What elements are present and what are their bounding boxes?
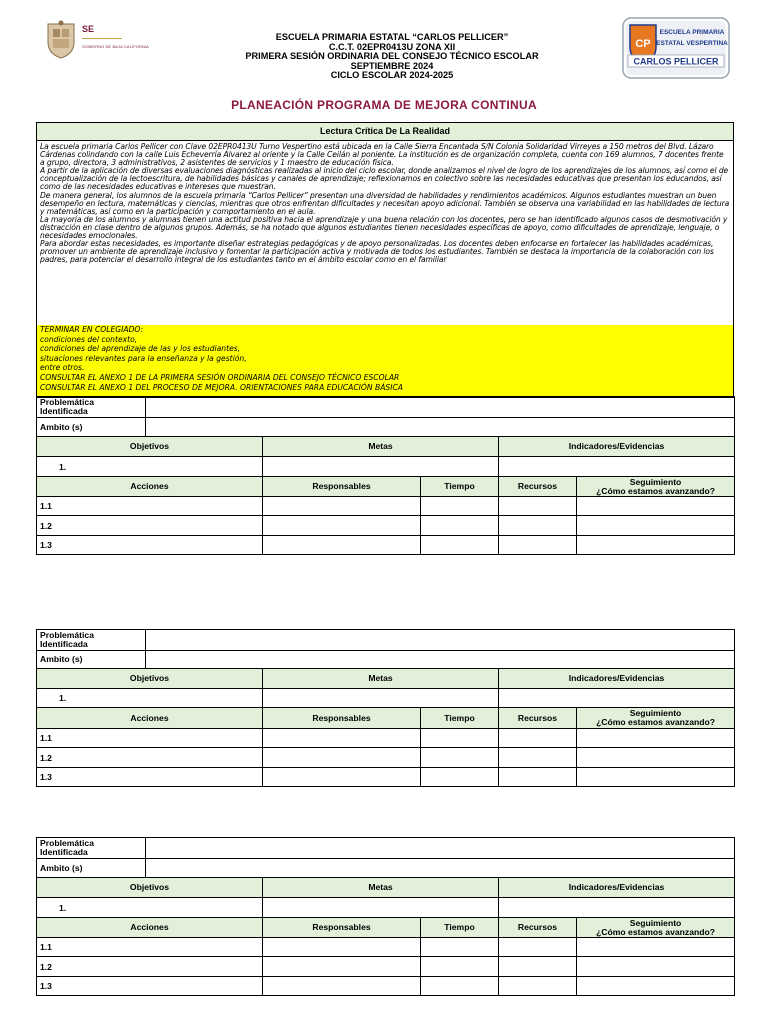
recursos-cell[interactable]: [499, 768, 577, 787]
school-name: ESCUELA PRIMARIA ESTATAL “CARLOS PELLICER”: [275, 32, 509, 42]
indicadores-header: Indicadores/Evidencias: [499, 437, 735, 457]
tiempo-header: Tiempo: [421, 918, 499, 938]
logo-name: CARLOS PELLICER: [633, 56, 719, 67]
school-cycle: CICLO ESCOLAR 2024-2025: [330, 70, 454, 81]
lectura-critica-box: [36, 122, 734, 398]
problematica-input[interactable]: [146, 838, 735, 859]
ambito-label: Ambito (s): [37, 418, 146, 437]
seguimiento-cell[interactable]: [577, 957, 735, 977]
school-badge-icon: [622, 17, 730, 79]
seguimiento-cell[interactable]: [577, 497, 735, 516]
problematica-label: Problemática Identificada: [37, 630, 146, 651]
recursos-cell[interactable]: [499, 977, 577, 996]
coat-of-arms-icon: [44, 20, 78, 60]
objetivos-header: Objetivos: [37, 669, 263, 689]
recursos-cell[interactable]: [499, 536, 577, 555]
seguimiento-cell[interactable]: [577, 748, 735, 768]
government-logo: [44, 20, 164, 64]
indicadores-header: Indicadores/Evidencias: [499, 669, 735, 689]
seguimiento-cell[interactable]: [577, 536, 735, 555]
seguimiento-cell[interactable]: [577, 768, 735, 787]
problematica-input[interactable]: [146, 397, 735, 418]
responsables-cell[interactable]: [263, 497, 421, 516]
lectura-paragraph: Para abordar estas necesidades, es importante diseñar estrategias pedagógicas y de apoyo personalizadas. Los docentes deben enfocarse en fortalecer las habilidades académicas, promover un ambiente de aprendizaje inclusivo y fomentar la participación activa y motivada de todos los estudiantes. También se destaca la importancia de la colaboración con los padres, para potenciar el desarrollo integral de los estudiantes tanto en el ámbito escolar como en el familiar: [40, 239, 714, 265]
indicadores-header: Indicadores/Evidencias: [499, 878, 735, 898]
recursos-cell[interactable]: [499, 938, 577, 957]
action-row-label[interactable]: 1.1: [37, 729, 263, 748]
responsables-cell[interactable]: [263, 516, 421, 536]
responsables-cell[interactable]: [263, 768, 421, 787]
seguimiento-label: Seguimiento: [629, 917, 682, 928]
highlight-line: condiciones del contexto,: [40, 334, 138, 344]
action-row-label[interactable]: 1.3: [37, 536, 263, 555]
problematica-input[interactable]: [146, 630, 735, 651]
seguimiento-header: [577, 708, 735, 729]
seguimiento-header: [577, 918, 735, 938]
responsables-cell[interactable]: [263, 536, 421, 555]
page-title: PLANEACIÓN PROGRAMA DE MEJORA CONTINUA: [231, 98, 537, 112]
highlighted-instructions: [37, 325, 733, 397]
objective-cell[interactable]: 1.: [37, 689, 263, 708]
lectura-critica-heading: Lectura Crítica De La Realidad: [37, 123, 733, 141]
action-row-label[interactable]: 1.1: [37, 497, 263, 516]
metas-header: Metas: [263, 669, 499, 689]
action-row-label[interactable]: 1.2: [37, 957, 263, 977]
meta-cell[interactable]: [263, 457, 499, 477]
lectura-paragraph: La mayoría de los alumnos y alumnas tienen una actitud positiva hacia el aprendizaje y una buena relación con los docentes, pero se han identificado algunos casos de desmotivación y distracción en clase dentro de algunos grupos. Además, se ha notado que algunos estudiantes tienen necesidades específicas de apoyo, como dificultades de aprendizaje, lenguaje, o necesidades emocionales.: [40, 214, 728, 241]
indicador-cell[interactable]: [499, 898, 735, 918]
lectura-paragraph: La escuela primaria Carlos Pellicer con Clave 02EPR0413U Turno Vespertino está ubicada en la Calle Sierra Encantada S/N Colonia Solidaridad Virreyes a 150 metros del Blvd. Lázaro Cárdenas colindando con la calle Luis Echeverría Álvarez al oriente y la Calle Ceilán al poniente. La institución es de organización completa, cuenta con 169 alumnos, 7 docentes frente a grupo, directora, 3 administrativos, 2 asistentes de servicios y 1 maestro de educación física.: [40, 142, 724, 168]
highlight-line: entre otros.: [40, 363, 85, 373]
responsables-cell[interactable]: [263, 748, 421, 768]
objective-cell[interactable]: 1.: [37, 898, 263, 918]
seguimiento-question: ¿Cómo estamos avanzando?: [596, 485, 715, 496]
recursos-header: Recursos: [499, 708, 577, 729]
plan-table-3: [36, 837, 735, 996]
highlight-line: CONSULTAR EL ANEXO 1 DE LA PRIMERA SESIÓN ORDINARIA DEL CONSEJO TÉCNICO ESCOLAR: [40, 372, 400, 382]
tiempo-cell[interactable]: [421, 497, 499, 516]
objetivos-header: Objetivos: [37, 437, 263, 457]
action-row-label[interactable]: 1.3: [37, 768, 263, 787]
action-row-label[interactable]: 1.2: [37, 516, 263, 536]
metas-header: Metas: [263, 878, 499, 898]
responsables-header: Responsables: [263, 477, 421, 497]
session-month: SEPTIEMBRE 2024: [350, 60, 434, 71]
ambito-input[interactable]: [146, 859, 735, 878]
tiempo-cell[interactable]: [421, 977, 499, 996]
indicador-cell[interactable]: [499, 457, 735, 477]
ambito-input[interactable]: [146, 651, 735, 669]
highlight-line: TERMINAR EN COLEGIADO:: [40, 325, 144, 334]
action-row-label[interactable]: 1.2: [37, 748, 263, 768]
recursos-cell[interactable]: [499, 957, 577, 977]
tiempo-cell[interactable]: [421, 516, 499, 536]
logo-initials: CP: [635, 38, 651, 50]
lectura-critica-text[interactable]: [37, 141, 733, 325]
ambito-label: Ambito (s): [37, 651, 146, 669]
meta-cell[interactable]: [263, 689, 499, 708]
ambito-input[interactable]: [146, 418, 735, 437]
responsables-cell[interactable]: [263, 938, 421, 957]
acciones-header: Acciones: [37, 918, 263, 938]
seguimiento-question: ¿Cómo estamos avanzando?: [596, 926, 715, 937]
responsables-cell[interactable]: [263, 977, 421, 996]
objective-cell[interactable]: 1.: [37, 457, 263, 477]
tiempo-cell[interactable]: [421, 536, 499, 555]
highlight-line: condiciones del aprendizaje de las y los estudiantes,: [40, 344, 241, 354]
seguimiento-label: Seguimiento: [629, 476, 682, 487]
recursos-cell[interactable]: [499, 516, 577, 536]
plan-table-1: [36, 396, 735, 555]
recursos-cell[interactable]: [499, 748, 577, 768]
plan-table-2: [36, 629, 735, 787]
seguimiento-cell[interactable]: [577, 516, 735, 536]
meta-cell[interactable]: [263, 898, 499, 918]
metas-header: Metas: [263, 437, 499, 457]
logo-line1: ESCUELA PRIMARIA: [659, 29, 725, 36]
school-title-block: [200, 33, 584, 81]
seguimiento-question: ¿Cómo estamos avanzando?: [596, 717, 715, 727]
highlight-line: situaciones relevantes para la enseñanza y la gestión,: [40, 353, 247, 363]
tiempo-cell[interactable]: [421, 768, 499, 787]
tiempo-header: Tiempo: [421, 477, 499, 497]
tiempo-cell[interactable]: [421, 938, 499, 957]
session-name: PRIMERA SESIÓN ORDINARIA DEL CONSEJO TÉCNICO ESCOLAR: [245, 51, 539, 62]
highlight-line: CONSULTAR EL ANEXO 1 DEL PROCESO DE MEJORA. ORIENTACIONES PARA EDUCACIÓN BÁSICA: [40, 382, 403, 392]
seguimiento-cell[interactable]: [577, 729, 735, 748]
recursos-header: Recursos: [499, 477, 577, 497]
responsables-cell[interactable]: [263, 729, 421, 748]
lectura-paragraph: A partir de la aplicación de diversas evaluaciones diagnósticas realizadas al inicio del ciclo escolar, donde analizamos el nivel de logro de los aprendizajes de los alumnos, así como el de conceptualización de la lectoescritura, de habilidades básicas y canales de aprendizaje; reflexionamos en colectivo sobre las necesidades educativas que presentan los educandos, así como de las necesidades educativas e intereses que muestran.: [40, 166, 729, 192]
seguimiento-label: Seguimiento: [629, 708, 682, 718]
problematica-label: Problemática Identificada: [37, 397, 146, 418]
tiempo-cell[interactable]: [421, 748, 499, 768]
tiempo-header: Tiempo: [421, 708, 499, 729]
recursos-cell[interactable]: [499, 729, 577, 748]
tiempo-cell[interactable]: [421, 729, 499, 748]
lectura-paragraph: De manera general, los alumnos de la escuela primaria “Carlos Pellicer” presentan una diversidad de habilidades y rendimientos académicos. Algunos estudiantes muestran un buen desempeño en lectura, matemáticas y ciencias, mientras que otros enfrentan dificultades y necesitan apoyo adicional. También se observa una variabilidad en las habilidades de lectura y matemáticas, así como en la participación y comportamiento en el aula.: [40, 190, 730, 216]
action-row-label[interactable]: 1.1: [37, 938, 263, 957]
se-subtitle: GOBIERNO DE BAJA CALIFORNIA: [82, 44, 149, 49]
seguimiento-header: [577, 477, 735, 497]
tiempo-cell[interactable]: [421, 957, 499, 977]
recursos-cell[interactable]: [499, 497, 577, 516]
recursos-header: Recursos: [499, 918, 577, 938]
acciones-header: Acciones: [37, 477, 263, 497]
responsables-cell[interactable]: [263, 957, 421, 977]
logo-divider: [82, 38, 122, 39]
se-brand: SE: [82, 24, 95, 34]
document-header: [0, 0, 768, 100]
school-logo: [622, 17, 730, 79]
ambito-label: Ambito (s): [37, 859, 146, 878]
indicador-cell[interactable]: [499, 689, 735, 708]
responsables-header: Responsables: [263, 708, 421, 729]
action-row-label[interactable]: 1.3: [37, 977, 263, 996]
responsables-header: Responsables: [263, 918, 421, 938]
seguimiento-cell[interactable]: [577, 977, 735, 996]
problematica-label: Problemática Identificada: [37, 838, 146, 859]
school-cct: C.C.T. 02EPR0413U ZONA XII: [328, 41, 456, 52]
objetivos-header: Objetivos: [37, 878, 263, 898]
logo-line2: ESTATAL VESPERTINA: [656, 40, 728, 47]
seguimiento-cell[interactable]: [577, 938, 735, 957]
acciones-header: Acciones: [37, 708, 263, 729]
